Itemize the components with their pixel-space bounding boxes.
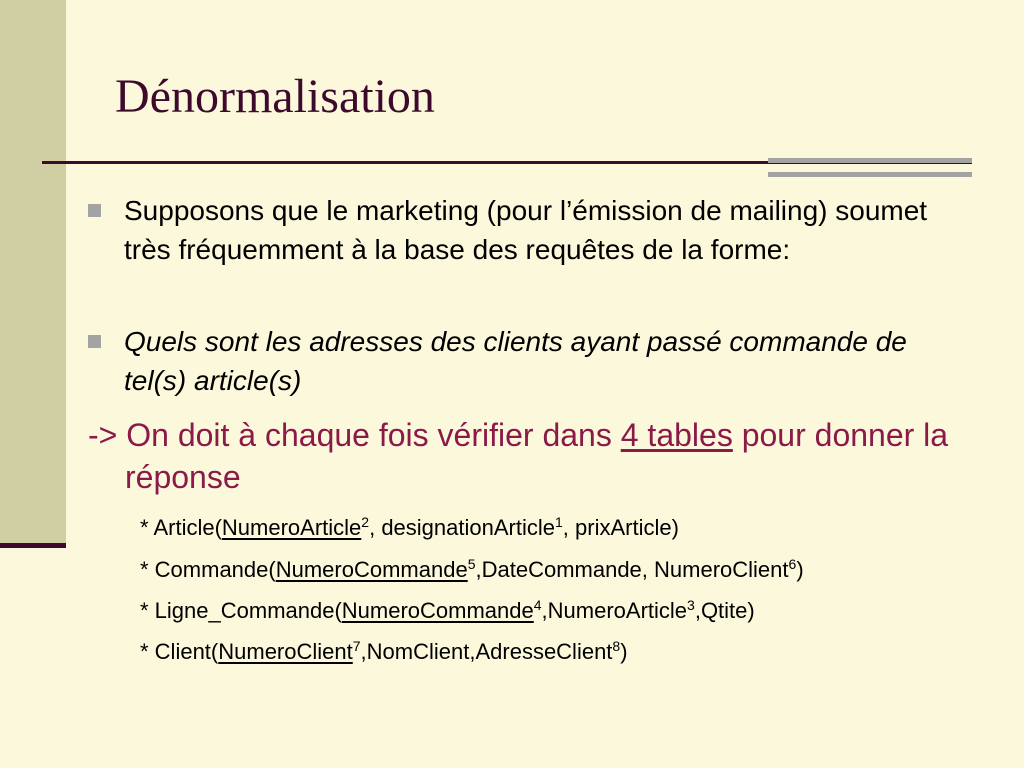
schema-prefix: * Client( (140, 639, 219, 664)
schema-end: ) (620, 639, 628, 664)
schema-line-ligne-commande (140, 597, 755, 625)
schema-sup: 8 (612, 638, 621, 654)
schema-sup: 3 (687, 597, 695, 613)
schema-mid: , designationArticle (369, 515, 555, 540)
square-bullet-icon (88, 204, 101, 217)
bullet-item (88, 191, 976, 269)
left-decor-bar (0, 0, 66, 546)
schema-line-commande (140, 556, 804, 584)
schema-end: ) (796, 557, 804, 582)
schema-prefix: * Commande( (140, 557, 276, 582)
conclusion-text-before: -> On doit à chaque fois vérifier dans (88, 417, 621, 453)
schema-mid: ,DateCommande, NumeroClient (475, 557, 789, 582)
schema-end: , prixArticle) (562, 515, 679, 540)
slide-title: Dénormalisation (115, 70, 435, 123)
bullet-text: Quels sont les adresses des clients ayant passé commande de tel(s) article(s) (124, 326, 907, 396)
schema-key: NumeroCommande (341, 598, 534, 623)
square-bullet-icon (88, 335, 101, 348)
left-decor-tick (0, 543, 66, 548)
conclusion-underlined-text: 4 tables (620, 417, 733, 453)
schema-key-sup: 5 (467, 556, 476, 572)
schema-key: NumeroClient (218, 639, 353, 664)
bullet-item (88, 322, 976, 400)
schema-line-client (140, 638, 628, 666)
title-underline-grey-bars (768, 158, 972, 178)
schema-mid: ,NumeroArticle (541, 598, 688, 623)
bullet-text: Supposons que le marketing (pour l’émission de mailing) soumet très fréquemment à la base des requêtes de la forme: (124, 195, 928, 265)
schema-sup: 6 (788, 556, 797, 572)
schema-key: NumeroCommande (275, 557, 468, 582)
schema-key-sup: 7 (352, 638, 361, 654)
schema-key-sup: 2 (361, 514, 370, 530)
conclusion-text-after: pour donner la réponse (125, 417, 949, 495)
schema-sup: 1 (554, 514, 563, 530)
schema-line-article (140, 514, 679, 542)
schema-prefix: * Article( (140, 515, 222, 540)
schema-key: NumeroArticle (221, 515, 362, 540)
conclusion-line (88, 414, 1024, 498)
schema-end: ,Qtite) (694, 598, 755, 623)
schema-mid: ,NomClient,AdresseClient (360, 639, 613, 664)
schema-prefix: * Ligne_Commande( (140, 598, 342, 623)
schema-key-sup: 4 (533, 597, 542, 613)
